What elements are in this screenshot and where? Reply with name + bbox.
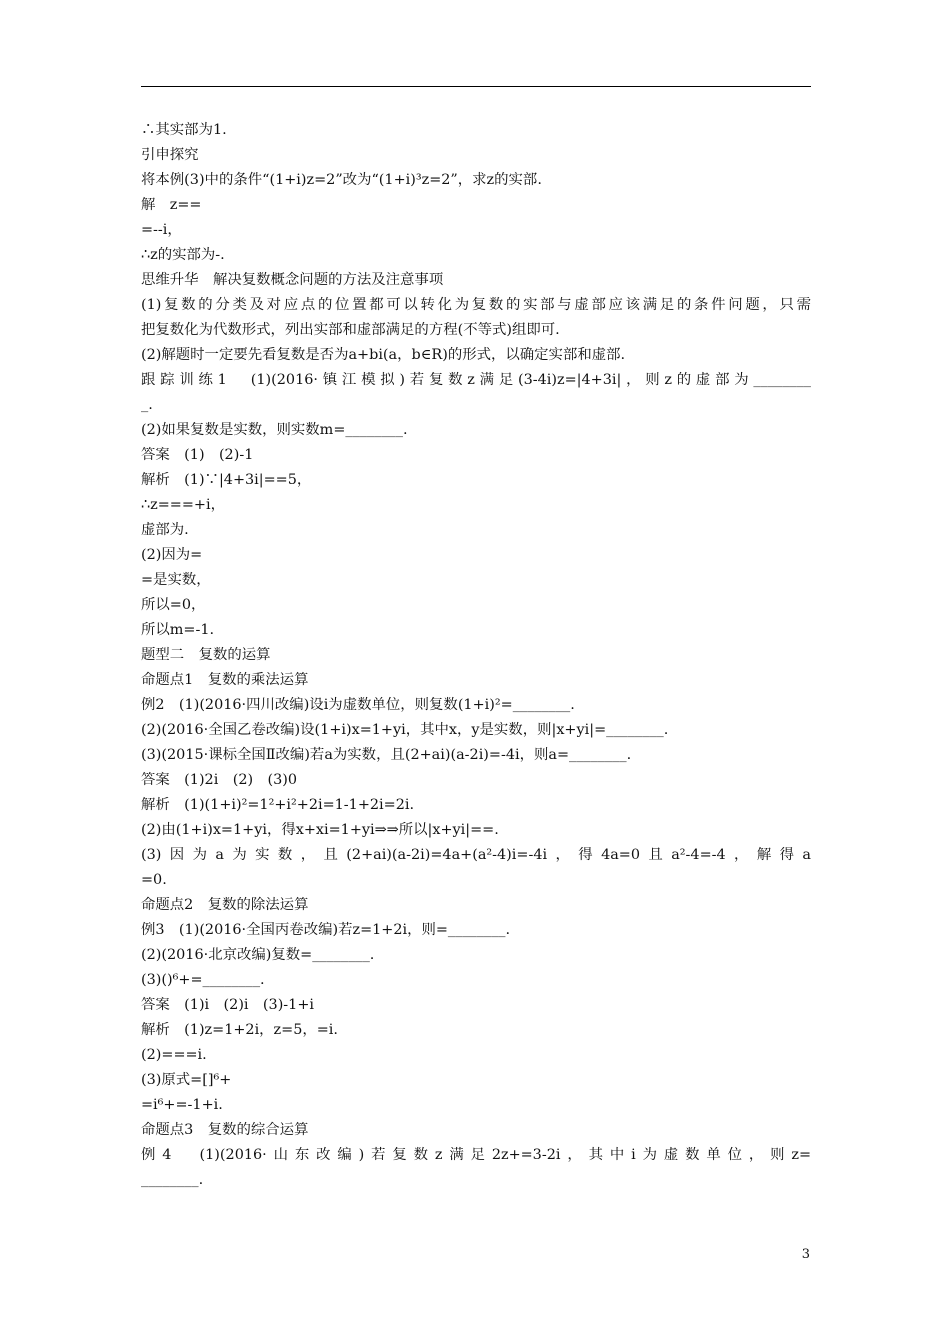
section-heading: 题型二 复数的运算 [141,647,271,663]
page-number: 3 [801,1247,810,1262]
text-line: _. [141,397,153,413]
subsection-heading: 命题点1 复数的乘法运算 [141,672,309,688]
answer-line: 答案 (1)i (2)i (3)-1+i [141,997,314,1013]
text-line: (2)(2016·北京改编)复数=________. [141,947,375,963]
text-line: =是实数， [141,572,211,588]
text-line: =0. [141,872,167,888]
page-body [141,118,811,1193]
text-line: (3)(2015·课标全国Ⅱ改编)若a为实数，且(2+ai)(a-2i)=-4i，则a=________. [141,747,632,763]
text-line: (3)原式=[]⁶+ [141,1072,232,1088]
section-heading: 引申探究 [141,147,199,163]
text-line: ∴其实部为1. [141,122,227,138]
text-line: (2)解题时一定要先看复数是否为a+bi(a，b∈R)的形式，以确定实部和虚部. [141,347,626,363]
text-line: (1)复数的分类及对应点的位置都可以转化为复数的实部与虚部应该满足的条件问题，只需 [141,297,811,313]
text-line: 虚部为. [141,522,189,538]
example-line: 例2 (1)(2016·四川改编)设i为虚数单位，则复数(1+i)²=________. [141,697,575,713]
text-line: =--i， [141,222,182,238]
answer-line: 答案 (1)2i (2) (3)0 [141,772,298,788]
subsection-heading: 命题点3 复数的综合运算 [141,1122,309,1138]
answer-line: 答案 (1) (2)-1 [141,447,254,463]
text-line: (2)如果复数是实数，则实数m=________. [141,422,408,438]
solution-line: 解析 (1)z=1+2i，z=5，=i. [141,1022,338,1038]
section-heading: 思维升华 解决复数概念问题的方法及注意事项 [141,272,444,288]
example-line: 例4 (1)(2016·山东改编)若复数z满足2z+=3-2i，其中i为虚数单位，则z= [141,1147,811,1163]
subsection-heading: 命题点2 复数的除法运算 [141,897,309,913]
text-line: =i⁶+=-1+i. [141,1097,223,1113]
solution-line: 解析 (1)(1+i)²=1²+i²+2i=1-1+2i=2i. [141,797,415,813]
text-line: (2)因为= [141,547,203,563]
example-line: 例3 (1)(2016·全国丙卷改编)若z=1+2i，则=________. [141,922,511,938]
solution-line: 解析 (1)∵|4+3i|==5， [141,472,312,488]
header-rule [141,86,811,87]
text-line: (2)===i. [141,1047,207,1063]
text-line: (2)(2016·全国乙卷改编)设(1+i)x=1+yi，其中x，y是实数，则|x+yi|=________. [141,722,669,738]
text-line: 把复数化为代数形式，列出实部和虚部满足的方程(不等式)组即可. [141,322,560,338]
text-line: 所以=0， [141,597,206,613]
text-line: (3)因为a为实数，且(2+ai)(a-2i)=4a+(a²-4)i=-4i，得4a=0且a²-4=-4，解得a [141,847,811,863]
exercise-line: 跟踪训练1 (1)(2016·镇江模拟)若复数z满足(3-4i)z=|4+3i|，则z的虚部为________ [141,372,811,388]
text-line: ∴z===+i， [141,497,225,513]
text-line: 所以m=-1. [141,622,215,638]
text-line: 解 z== [141,197,202,213]
text-line: ∴z的实部为-. [141,247,225,263]
text-line: (3)()⁶+=________. [141,972,265,988]
text-line: ________. [141,1172,204,1188]
text-line: 将本例(3)中的条件“(1+i)z=2”改为“(1+i)³z=2”，求z的实部. [141,172,542,188]
text-line: (2)由(1+i)x=1+yi，得x+xi=1+yi⇒⇒所以|x+yi|==. [141,822,499,838]
